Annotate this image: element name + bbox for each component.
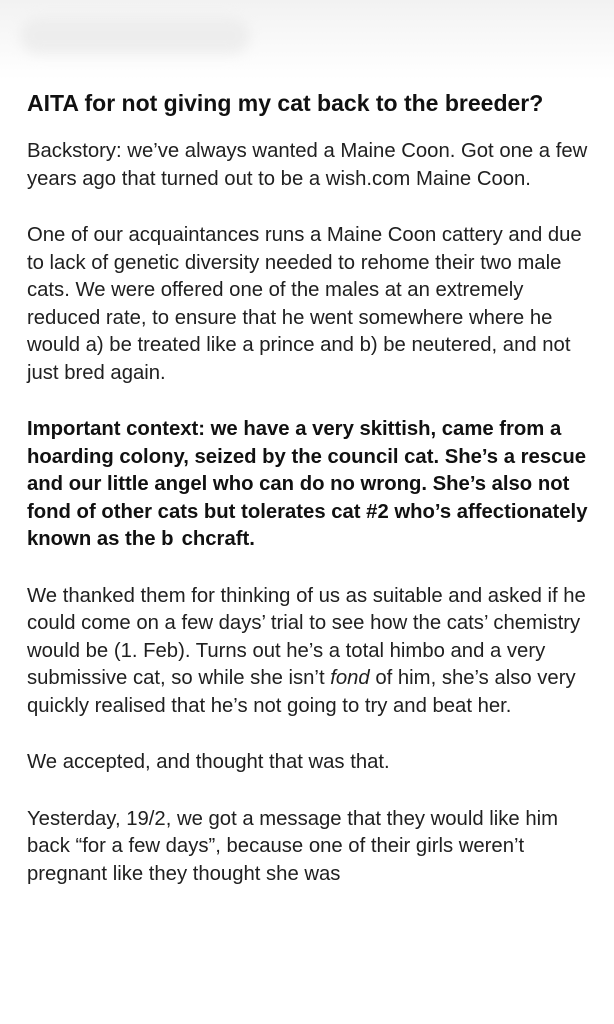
post-title: AITA for not giving my cat back to the breeder?	[27, 90, 544, 116]
blurred-header-content	[20, 18, 250, 54]
post-paragraph-important-context: Important context: we have a very skittish, came from a hoarding colony, seized by the council cat. She’s a rescue and our little angel who can do no wrong. She’s also not fond of other cats but tolerates cat #2 who’s affectionately known as the b chcraft.	[27, 418, 588, 550]
post-paragraph-accepted: We accepted, and thought that was that.	[27, 751, 390, 773]
post-paragraph-message: Yesterday, 19/2, we got a message that they would like him back “for a few days”, because one of their girls weren’t pregnant like they thought she was	[27, 807, 558, 885]
trial-text-emphasis: fond	[330, 667, 370, 689]
trial-text-after: of him, she’s also very quickly realised that he’s not going to try and beat her.	[27, 667, 576, 717]
post-body	[27, 88, 597, 888]
trial-text-before: We thanked them for thinking of us as suitable and asked if he could come on a few days’ trial to see how the cats’ chemistry would be (1. Feb). Turns out he’s a total himbo and a very submissive cat, so while she isn’t	[27, 584, 586, 689]
post-paragraph-trial	[27, 583, 597, 721]
post-paragraph-backstory: Backstory: we’ve always wanted a Maine Coon. Got one a few years ago that turned out to be a wish.com Maine Coon.	[27, 140, 588, 190]
top-blurred-header	[0, 0, 614, 80]
post-paragraph-cattery-offer: One of our acquaintances runs a Maine Coon cattery and due to lack of genetic diversity needed to rehome their two male cats. We were offered one of the males at an extremely reduced rate, to ensure that he went somewhere where he would a) be treated like a prince and b) be neutered, and not just bred again.	[27, 224, 582, 384]
